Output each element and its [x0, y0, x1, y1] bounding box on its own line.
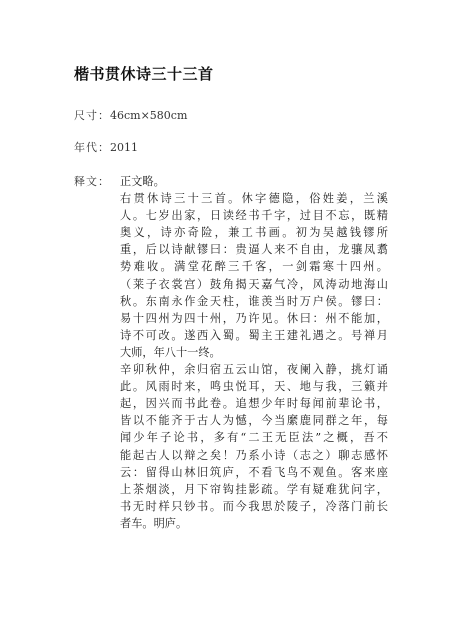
text-line: 皆以不能齐于古人为憾，今当縻鹿同群之年，每: [120, 414, 388, 428]
text-line: 此。风雨时来，鸣虫悦耳，天、地与我，三籁并: [120, 380, 388, 394]
text-line: 大师，年八十一终。: [120, 345, 221, 359]
text-line: 上茶烟淡，月下帘钩挂影疏。学有疑难犹问字，: [120, 482, 388, 496]
text-line: 易十四州为四十州，乃许见。休曰：州不能加，: [120, 311, 388, 325]
size-value: 46cm×580cm: [110, 109, 188, 122]
text-line: 起，因兴而书此卷。追想少年时每闻前辈论书，: [120, 397, 388, 411]
note-line: 正文略。: [120, 175, 165, 188]
year-row: [74, 139, 138, 155]
text-line: 势难收。满堂花醉三千客，一剑霜寒十四州。: [120, 260, 388, 274]
text-line: 奥义，诗亦奇险，兼工书画。初为吴越钱镠所: [120, 226, 388, 240]
text-line: 秋。东南永作金天柱，谁羡当时万户侯。镠曰：: [120, 294, 388, 308]
text-line: 人。七岁出家，日读经书千字，过目不忘，既精: [120, 209, 388, 223]
text-line: （莱子衣裳宫）鼓角揭天嘉气冷，风涛动地海山: [120, 277, 388, 291]
text-line: 书无时样只钞书。而今我思於陵子，冷落门前长: [120, 499, 388, 513]
text-line: 重，后以诗献镠曰：贵逼人来不自由，龙骧凤翥: [120, 243, 388, 257]
text-line: 能起古人以辩之矣！乃系小诗（志之）聊志感怀: [120, 448, 388, 462]
page-title: 楷书贯休诗三十三首: [74, 65, 214, 83]
text-line: 右贯休诗三十三首。休字德隐，俗姓姜，兰溪: [120, 192, 388, 206]
text-line: 诗不可改。遂西入蜀。蜀主王建礼遇之。号禅月: [120, 328, 388, 342]
year-value: 2011: [110, 141, 138, 154]
text-line: 云：留得山林旧筑庐，不看飞鸟不观鱼。客来座: [120, 465, 388, 479]
text-label: 释文：: [74, 175, 110, 188]
text-line: 闻少年子论书，多有“二王无臣法”之概，吾不: [120, 431, 388, 445]
year-label: 年代：: [74, 141, 110, 154]
text-line: 辛卯秋仲，余归宿五云山馆，夜阑入静，挑灯诵: [120, 363, 388, 377]
size-label: 尺寸：: [74, 109, 110, 122]
transcription-body: [120, 173, 388, 532]
text-line: 者车。明庐。: [120, 516, 188, 530]
size-row: [74, 107, 187, 123]
text-label-row: [74, 173, 110, 189]
